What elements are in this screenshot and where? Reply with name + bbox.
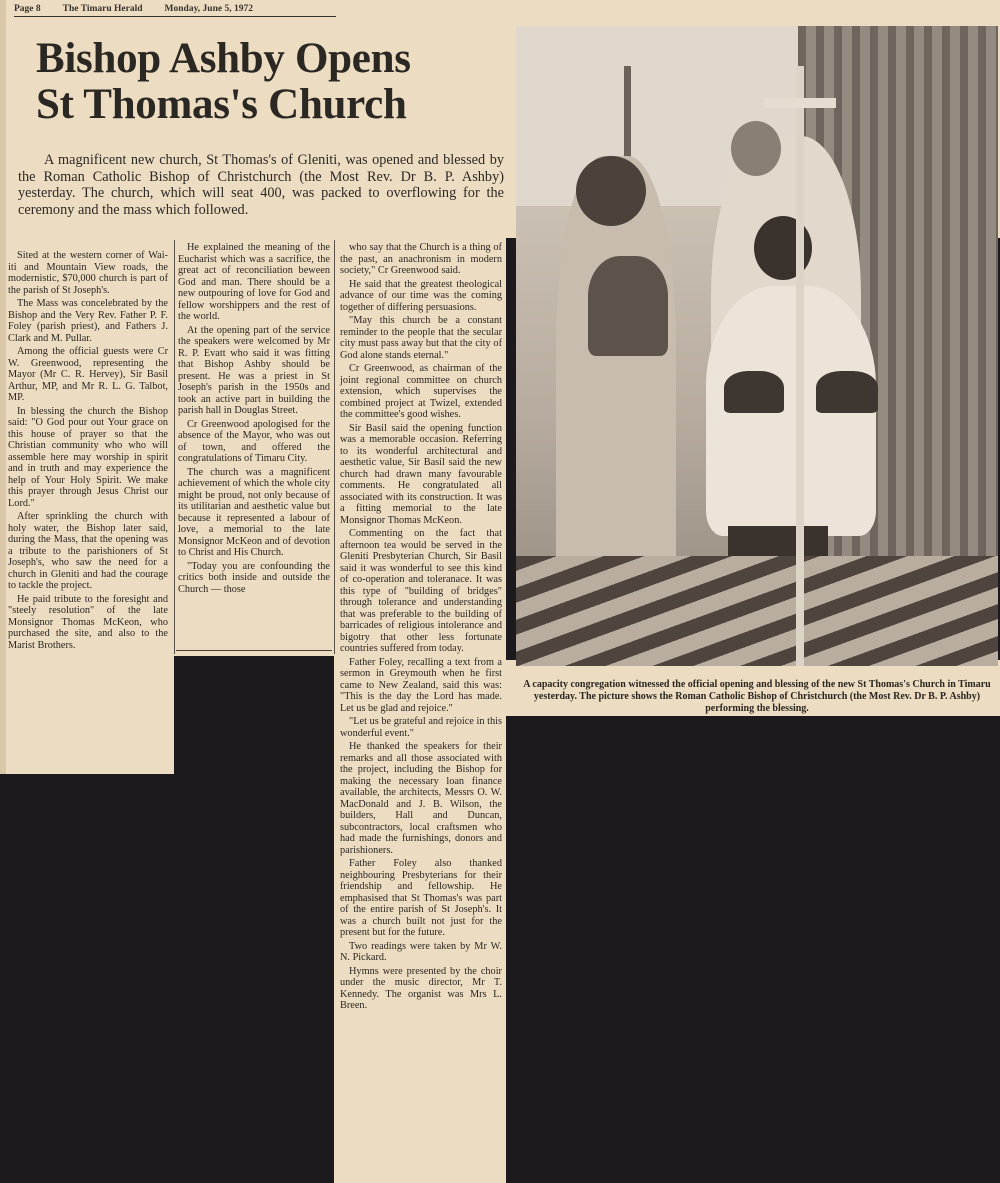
paragraph: He thanked the speakers for their remarks and all those associated with the project, including the Bishop for making the necessary loan finance available, the architects, Messrs O. W. MacDonald and J. B. Wilson, the builders, Hall and Duncan, subcontractors, local craftsmen who had made the furnishings, donors and parishioners. bbox=[340, 741, 502, 856]
paragraph: "Today you are confounding the critics both inside and outside the Church — those bbox=[178, 560, 330, 595]
clipping-edge bbox=[0, 0, 6, 774]
paragraph: "Let us be grateful and rejoice in this wonderful event." bbox=[340, 716, 502, 739]
paragraph: Among the official guests were Cr W. Greenwood, representing the Mayor (Mr C. R. Hervey), Sir Basil Arthur, MP, and Mr R. L. G. Talbot, MP. bbox=[8, 346, 168, 403]
paragraph: Cr Greenwood apologised for the absence of the Mayor, who was out of town, and offered the congratulations of Timaru City. bbox=[178, 418, 330, 464]
paragraph: The church was a magnificent achievement of which the whole city might be proud, not only because of its utilitarian and aesthetic value but because it represented a labour of love, a memorial to the late Monsignor McKeon and of devotion to Christ and His Church. bbox=[178, 466, 330, 558]
paragraph: He explained the meaning of the Eucharist which was a sacrifice, the great act of reconciliation beween God and man. There should be a new outpouring of love for God and fellow worshippers and the rest of the world. bbox=[178, 242, 330, 322]
lede-paragraph: A magnificent new church, St Thomas's of Gleniti, was opened and blessed by the Roman Catholic Bishop of Christchurch (the Most Rev. Dr B. P. Ashby) yesterday. The church, which will seat 400, was packed to overflowing for the ceremony and the mass which followed. bbox=[18, 152, 504, 218]
paragraph: Commenting on the fact that afternoon tea would be served in the Gleniti Presbyterian Church, Sir Basil said it was wonderful to see this kind of co-operation and toleranace. It was this type of "building of bridges" through tolerance and understanding that was preferable to the building of barricades of religious intolerance and bigotry that other less fortunate countries suffered from today. bbox=[340, 528, 502, 654]
column-divider bbox=[174, 240, 175, 654]
processional-cross-staff bbox=[796, 66, 804, 666]
photo-caption: A capacity congregation witnessed the official opening and blessing of the new St Thomas's Church in Timaru yesterday. The picture shows the Roman Catholic Bishop of Christchurch (the Most Rev. Dr B. P. Ashby) performing the blessing. bbox=[523, 679, 991, 714]
dateline bbox=[14, 4, 336, 17]
photo-figure-stole bbox=[588, 256, 668, 356]
news-photo bbox=[516, 26, 998, 666]
headline bbox=[36, 36, 506, 128]
column-divider bbox=[334, 240, 335, 654]
newspaper-name: The Timaru Herald bbox=[62, 4, 143, 14]
photo-ground-shadows bbox=[516, 556, 998, 666]
paragraph: Hymns were presented by the choir under the music director, Mr T. Kennedy. The organist was Mrs L. Breen. bbox=[340, 965, 502, 1011]
photo-figure-head bbox=[576, 156, 646, 226]
publication-date: Monday, June 5, 1972 bbox=[164, 4, 253, 14]
article-column-1 bbox=[8, 250, 168, 653]
paragraph: The Mass was concelebrated by the Bishop and the Very Rev. Father P. F. Foley (parish priest), and Fathers J. Clark and M. Pullar. bbox=[8, 298, 168, 344]
page-number: Page 8 bbox=[14, 4, 41, 14]
processional-cross-bar bbox=[764, 98, 836, 108]
paragraph: In blessing the church the Bishop said: "O God pour out Your grace on this house of prayer so that the Christian community who who will assemble here may worship in spirit and in truth and may experience the help of Your Holy Spirit. We make this prayer through Jesus Christ our Lord." bbox=[8, 405, 168, 509]
photo-altar-boy-sleeve bbox=[724, 371, 784, 413]
article-column-2 bbox=[178, 242, 330, 597]
paragraph: Cr Greenwood, as chairman of the joint regional committee on church extension, which supervises the combined project at Twizel, extended the committee's good wishes. bbox=[340, 363, 502, 420]
paragraph: After sprinkling the church with holy water, the Bishop later said, during the Mass, that the opening was a tribute to the parishioners of St Joseph's, who saw the need for a church in Gleniti and had the courage to tackle the project. bbox=[8, 511, 168, 591]
paragraph: Two readings were taken by Mr W. N. Pickard. bbox=[340, 940, 502, 963]
photo-altar-boy-sleeve bbox=[816, 371, 878, 413]
paragraph: Sited at the western corner of Wai-iti and Mountain View roads, the modernistic, $70,000 church is part of the parish of St Joseph's. bbox=[8, 250, 168, 296]
photo-figure-bishop-head bbox=[731, 121, 781, 176]
paragraph: He said that the greatest theological advance of our time was the coming together of differing persuasions. bbox=[340, 278, 502, 313]
paragraph: Father Foley, recalling a text from a sermon in Greymouth when he first came to New Zealand, said this was: "This is the day the Lord has made. Let us be glad and rejoice." bbox=[340, 656, 502, 714]
paragraph: At the opening part of the service the speakers were welcomed by Mr R. P. Evatt who said it was fitting that Bishop Ashby should be present. He was a priest in St Joseph's parish in the 1950s and took an active part in building the parish hall in Douglas Street. bbox=[178, 324, 330, 416]
paragraph: Sir Basil said the opening function was a memorable occasion. Referring to its wonderful architectural and aesthetic value, Sir Basil said the new church had drawn many favourable comments. He congratulated all associated with its construction. It was a fitting memorial to the late Monsignor Thomas McKeon. bbox=[340, 422, 502, 526]
article-column-3 bbox=[340, 242, 502, 1014]
paragraph: who say that the Church is a thing of the past, an anachronism in modern society," Cr Greenwood said. bbox=[340, 242, 502, 276]
headline-line-2: St Thomas's Church bbox=[36, 81, 407, 128]
column-end-rule bbox=[176, 650, 332, 651]
paragraph: "May this church be a constant reminder to the people that the secular city must pass away but that the city of God alone stands eternal." bbox=[340, 315, 502, 361]
paragraph: Father Foley also thanked neighbouring Presbyterians for their friendship and fellowship. He emphasised that St Thomas's was part of the entire parish of St Joseph's. It was a church built not just for the present but for the future. bbox=[340, 858, 502, 938]
headline-line-1: Bishop Ashby Opens bbox=[36, 35, 411, 82]
paragraph: He paid tribute to the foresight and "steely resolution" of the late Monsignor Thomas McKeon, who purchased the site, and also to the Marist Brothers. bbox=[8, 593, 168, 651]
